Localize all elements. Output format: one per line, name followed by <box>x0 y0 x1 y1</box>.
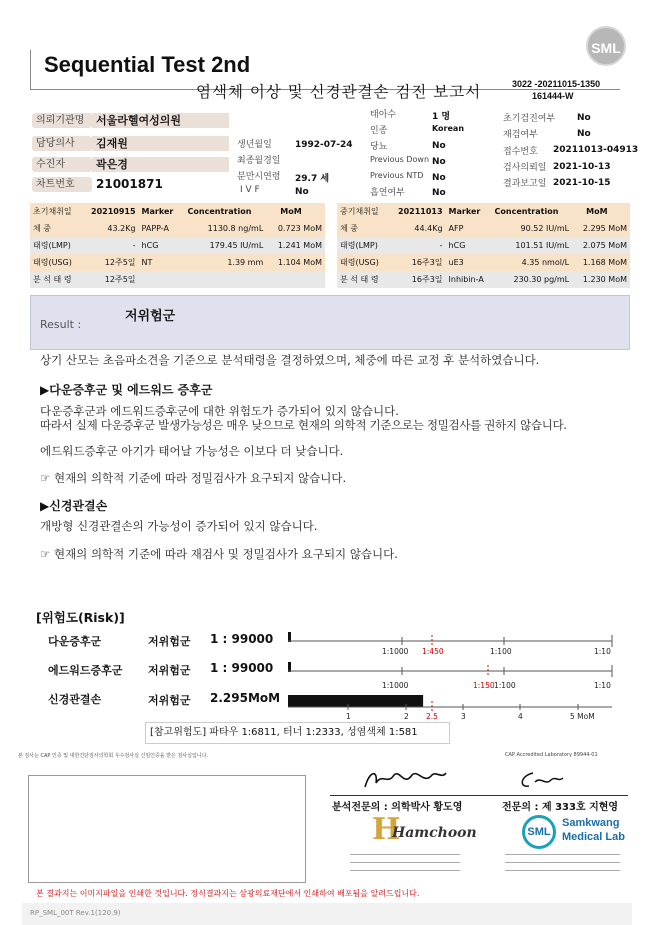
ntd-risk-scale <box>288 695 612 720</box>
second-tri-mom: 2.295 MoM <box>582 224 627 233</box>
examinee-value: 곽은경 <box>92 157 229 172</box>
ntd-tick-label: 5 MoM <box>570 712 595 720</box>
second-tri-conc: 90.52 IU/mL <box>520 224 570 233</box>
request-label: 검사의뢰일 <box>503 163 547 173</box>
analyst-signature <box>360 765 450 795</box>
first-tri-row-label: 태령(USG) <box>33 258 72 267</box>
prev-down-label: Previous Down <box>370 155 430 164</box>
second-tri-date-label: 중기채취일 <box>340 207 379 216</box>
chart-label: 차트번호 <box>32 177 92 192</box>
table-row <box>30 220 325 237</box>
table-row <box>337 254 630 271</box>
second-tri-marker: uE3 <box>448 258 464 267</box>
risk-name-edwards: 에드워드증후군 <box>48 664 123 677</box>
first-tri-marker-head: Marker <box>141 207 174 216</box>
first-tri-row-value: 12주5일 <box>104 275 136 284</box>
result-value: 저위험군 <box>125 309 176 324</box>
second-tri-marker: hCG <box>448 241 466 250</box>
retest-label: 재검여부 <box>503 130 538 140</box>
first-tri-conc: 1.39 mm <box>227 258 264 267</box>
ivf-value: No <box>295 187 309 197</box>
second-tri-row-value: 44.4Kg <box>414 224 443 233</box>
fetus-label: 태아수 <box>370 110 397 120</box>
first-tri-row-value: 43.2Kg <box>107 224 136 233</box>
edwards-tick-label: 1:1000 <box>382 681 409 690</box>
second-tri-row-value: - <box>439 241 443 250</box>
second-tri-mom: 1.230 MoM <box>582 275 627 284</box>
table-row <box>30 237 325 254</box>
section-heading-down: ▶다운증후군 및 에드워드 증후군 <box>40 383 213 397</box>
ntd-tick-label: 1 <box>346 712 351 720</box>
table-row <box>337 237 630 254</box>
ntd-tick-label: 3 <box>461 712 466 720</box>
prev-ntd-label: Previous NTD <box>370 171 424 180</box>
print-notice: 본 결과지는 이미지파일을 인쇄한 것입니다. 정식결과지는 삼광의료재단에서 인쇄하여 배포됨을 알려드립니다. <box>36 889 420 898</box>
ivf-label: I V F <box>240 185 260 195</box>
body-paragraph-6: 개방형 신경관결손의 가능성이 증가되어 있지 않습니다. <box>40 519 318 533</box>
samkwang-name: Samkwang <box>562 817 620 829</box>
second-tri-row-label: 태령(USG) <box>340 258 379 267</box>
body-paragraph-2: 다운증후군과 에드워드증후군에 대한 위험도가 증가되어 있지 않습니다. <box>40 404 399 418</box>
report-label: 결과보고일 <box>503 179 547 189</box>
second-tri-row-label: 태령(LMP) <box>340 241 378 250</box>
first-tri-mom: 1.241 MoM <box>277 241 322 250</box>
race-label: 인종 <box>370 126 388 136</box>
age-value: 29.7 세 <box>295 174 330 184</box>
first-tri-row-value: - <box>132 241 136 250</box>
table-row <box>337 220 630 237</box>
ntd-tick-label: 2 <box>404 712 409 720</box>
first-tri-mom-head: MoM <box>280 207 302 216</box>
second-tri-marker: AFP <box>448 224 464 233</box>
request-value: 2021-10-13 <box>553 162 611 172</box>
samkwang-logo <box>522 813 632 849</box>
first-tri-row-label: 분 석 태 령 <box>33 275 72 284</box>
prev-ntd-value: No <box>432 173 446 183</box>
result-panel <box>30 295 630 350</box>
comment-box <box>28 775 306 883</box>
examinee-label: 수진자 <box>32 157 92 172</box>
result-label: Result : <box>40 318 82 331</box>
birth-label: 생년월일 <box>237 140 272 150</box>
body-paragraph-3: 따라서 실제 다운증후군 발생가능성은 매우 낮으므로 현재의 의학적 기준으로는 정밀검사를 권하지 않습니다. <box>40 418 567 432</box>
chart-value: 21001871 <box>96 177 163 191</box>
age-label: 분만시연령 <box>237 172 281 182</box>
first-tri-marker: hCG <box>141 241 159 250</box>
second-tri-mom-head: MoM <box>586 207 608 216</box>
down-tick-label: 1:100 <box>490 647 512 656</box>
risk-name-ntd: 신경관결손 <box>48 693 102 706</box>
diabetes-value: No <box>432 141 446 151</box>
cap-note: CAP Accredited Laboratory 89944-01 <box>505 752 598 758</box>
edwards-risk-scale <box>288 662 612 690</box>
body-paragraph-7: ☞ 현재의 의학적 기준에 따라 재검사 및 정밀검사가 요구되지 않습니다. <box>40 547 398 561</box>
report-title: Sequential Test 2nd <box>44 52 251 77</box>
risk-value-edwards: 1 : 99000 <box>210 661 274 675</box>
first-tri-marker: NT <box>141 258 153 267</box>
receipt-value: 20211013-04913 <box>553 145 639 155</box>
second-tri-header-row <box>337 203 630 220</box>
receipt-label: 접수번호 <box>503 147 538 157</box>
analyst-name: 분석전문의 : 의학박사 황도영 <box>332 802 463 813</box>
first-tri-conc-head: Concentration <box>187 207 252 216</box>
second-tri-conc-head: Concentration <box>494 207 559 216</box>
birth-value: 1992-07-24 <box>295 140 353 150</box>
report-code <box>512 78 600 102</box>
second-tri-row-value: 16주3일 <box>411 258 443 267</box>
second-tri-conc: 101.51 IU/mL <box>515 241 570 250</box>
first-tri-row-label: 체 중 <box>33 224 51 233</box>
specialist-line <box>500 795 628 796</box>
first-tri-mom: 1.104 MoM <box>277 258 322 267</box>
first-tri-conc: 1130.8 ng/mL <box>207 224 264 233</box>
first-tri-conc: 179.45 IU/mL <box>209 241 264 250</box>
risk-value-down: 1 : 99000 <box>210 632 274 646</box>
reference-risk: [참고위험도] 파타우 1:6811, 터너 1:2333, 성염색체 1:581 <box>145 722 450 744</box>
second-tri-mom: 1.168 MoM <box>582 258 627 267</box>
report-code-line2: 161444-W <box>532 91 574 101</box>
specialist-name: 전문의 : 제 333호 지현영 <box>502 802 619 813</box>
specialist-signature <box>515 768 565 793</box>
institution-label: 의뢰기관명 <box>32 113 92 128</box>
body-paragraph-1: 상기 산모는 초음파소견을 기준으로 분석태령을 결정하였으며, 체중에 따른 교정 후 분석하였습니다. <box>40 353 540 367</box>
report-value: 2021-10-15 <box>553 178 611 188</box>
second-tri-marker: Inhibin-A <box>448 275 484 284</box>
lmp-label: 최종월경일 <box>237 156 281 166</box>
report-code-line1: 3022 -20211015-1350 <box>512 79 601 89</box>
second-tri-mom: 2.075 MoM <box>582 241 627 250</box>
second-tri-date: 20211013 <box>398 207 443 216</box>
ntd-tick-label: 4 <box>518 712 523 720</box>
edwards-cutoff-label: 1:150 <box>473 681 495 690</box>
ntd-cutoff-label: 2.5 <box>426 712 438 720</box>
second-tri-row-label: 체 중 <box>340 224 358 233</box>
second-tri-row-value: 16주3일 <box>411 275 443 284</box>
first-tri-date: 20210915 <box>91 207 136 216</box>
section-heading-ntd: ▶신경관결손 <box>40 499 108 513</box>
smoking-value: No <box>432 188 446 198</box>
smoking-label: 흡연여부 <box>370 188 405 198</box>
institution-value: 서울라헬여성의원 <box>92 113 229 128</box>
sml-logo: SML <box>586 26 626 66</box>
accreditation-note: 본 검사는 CAP 인증 및 대한진단검사의학회 우수검사실 신임인증을 받은 검사실입니다. <box>18 753 209 759</box>
early-value: No <box>577 113 591 123</box>
table-row <box>30 271 325 288</box>
ntd-mom-bar <box>288 695 423 707</box>
second-tri-table <box>337 203 630 288</box>
body-paragraph-4: 에드워드증후군 아기가 태어날 가능성은 이보다 더 낮습니다. <box>40 444 344 458</box>
second-tri-conc: 4.35 nmol/L <box>521 258 570 267</box>
risk-value-ntd: 2.295MoM <box>210 691 281 705</box>
down-cutoff-label: 1:450 <box>422 647 444 656</box>
down-tick-label: 1:10 <box>594 647 611 656</box>
risk-name-down: 다운증후군 <box>48 635 102 648</box>
first-tri-header-row <box>30 203 325 220</box>
samkwang-subname: Medical Lab <box>562 831 625 843</box>
table-row <box>30 254 325 271</box>
second-tri-row-label: 분 석 태 령 <box>340 275 379 284</box>
down-tick-label: 1:1000 <box>382 647 409 656</box>
first-tri-marker: PAPP-A <box>141 224 169 233</box>
hamchoon-text: Hamchoon <box>392 825 477 841</box>
fetus-value: 1 명 <box>432 112 451 122</box>
first-tri-row-value: 12주5일 <box>104 258 136 267</box>
doctor-value: 김재원 <box>92 136 229 151</box>
samkwang-address <box>505 850 620 878</box>
doctor-label: 담당의사 <box>32 136 92 151</box>
table-row <box>337 271 630 288</box>
first-tri-table <box>30 203 325 288</box>
first-tri-row-label: 태령(LMP) <box>33 241 71 250</box>
edwards-tick-label: 1:10 <box>594 681 611 690</box>
prev-down-value: No <box>432 157 446 167</box>
body-paragraph-5: ☞ 현재의 의학적 기준에 따라 정밀검사가 요구되지 않습니다. <box>40 471 347 485</box>
report-subtitle: 염색체 이상 및 신경관결손 검진 보고서 <box>196 83 482 101</box>
first-tri-mom: 0.723 MoM <box>277 224 322 233</box>
risk-grade-edwards: 저위험군 <box>148 664 191 677</box>
diabetes-label: 당뇨 <box>370 142 388 152</box>
race-value: Korean <box>432 124 465 133</box>
analyst-line <box>330 795 500 796</box>
hamchoon-logo: H Hamchoon <box>372 812 477 847</box>
second-tri-conc: 230.30 pg/mL <box>513 275 570 284</box>
down-risk-scale <box>288 632 612 656</box>
early-label: 초기검진여부 <box>503 114 556 124</box>
hamchoon-address <box>350 850 460 878</box>
second-tri-marker-head: Marker <box>448 207 481 216</box>
edwards-tick-label: 1:100 <box>494 681 516 690</box>
risk-scales <box>280 625 625 720</box>
risk-grade-down: 저위험군 <box>148 635 191 648</box>
retest-value: No <box>577 129 591 139</box>
first-tri-date-label: 초기채취일 <box>33 207 72 216</box>
risk-heading: [위험도(Risk)] <box>36 610 125 625</box>
revision-code: RP_SML_00T Rev.1(120.9) <box>30 909 121 917</box>
risk-grade-ntd: 저위험군 <box>148 694 191 707</box>
samkwang-logo-mark: SML <box>522 815 556 849</box>
